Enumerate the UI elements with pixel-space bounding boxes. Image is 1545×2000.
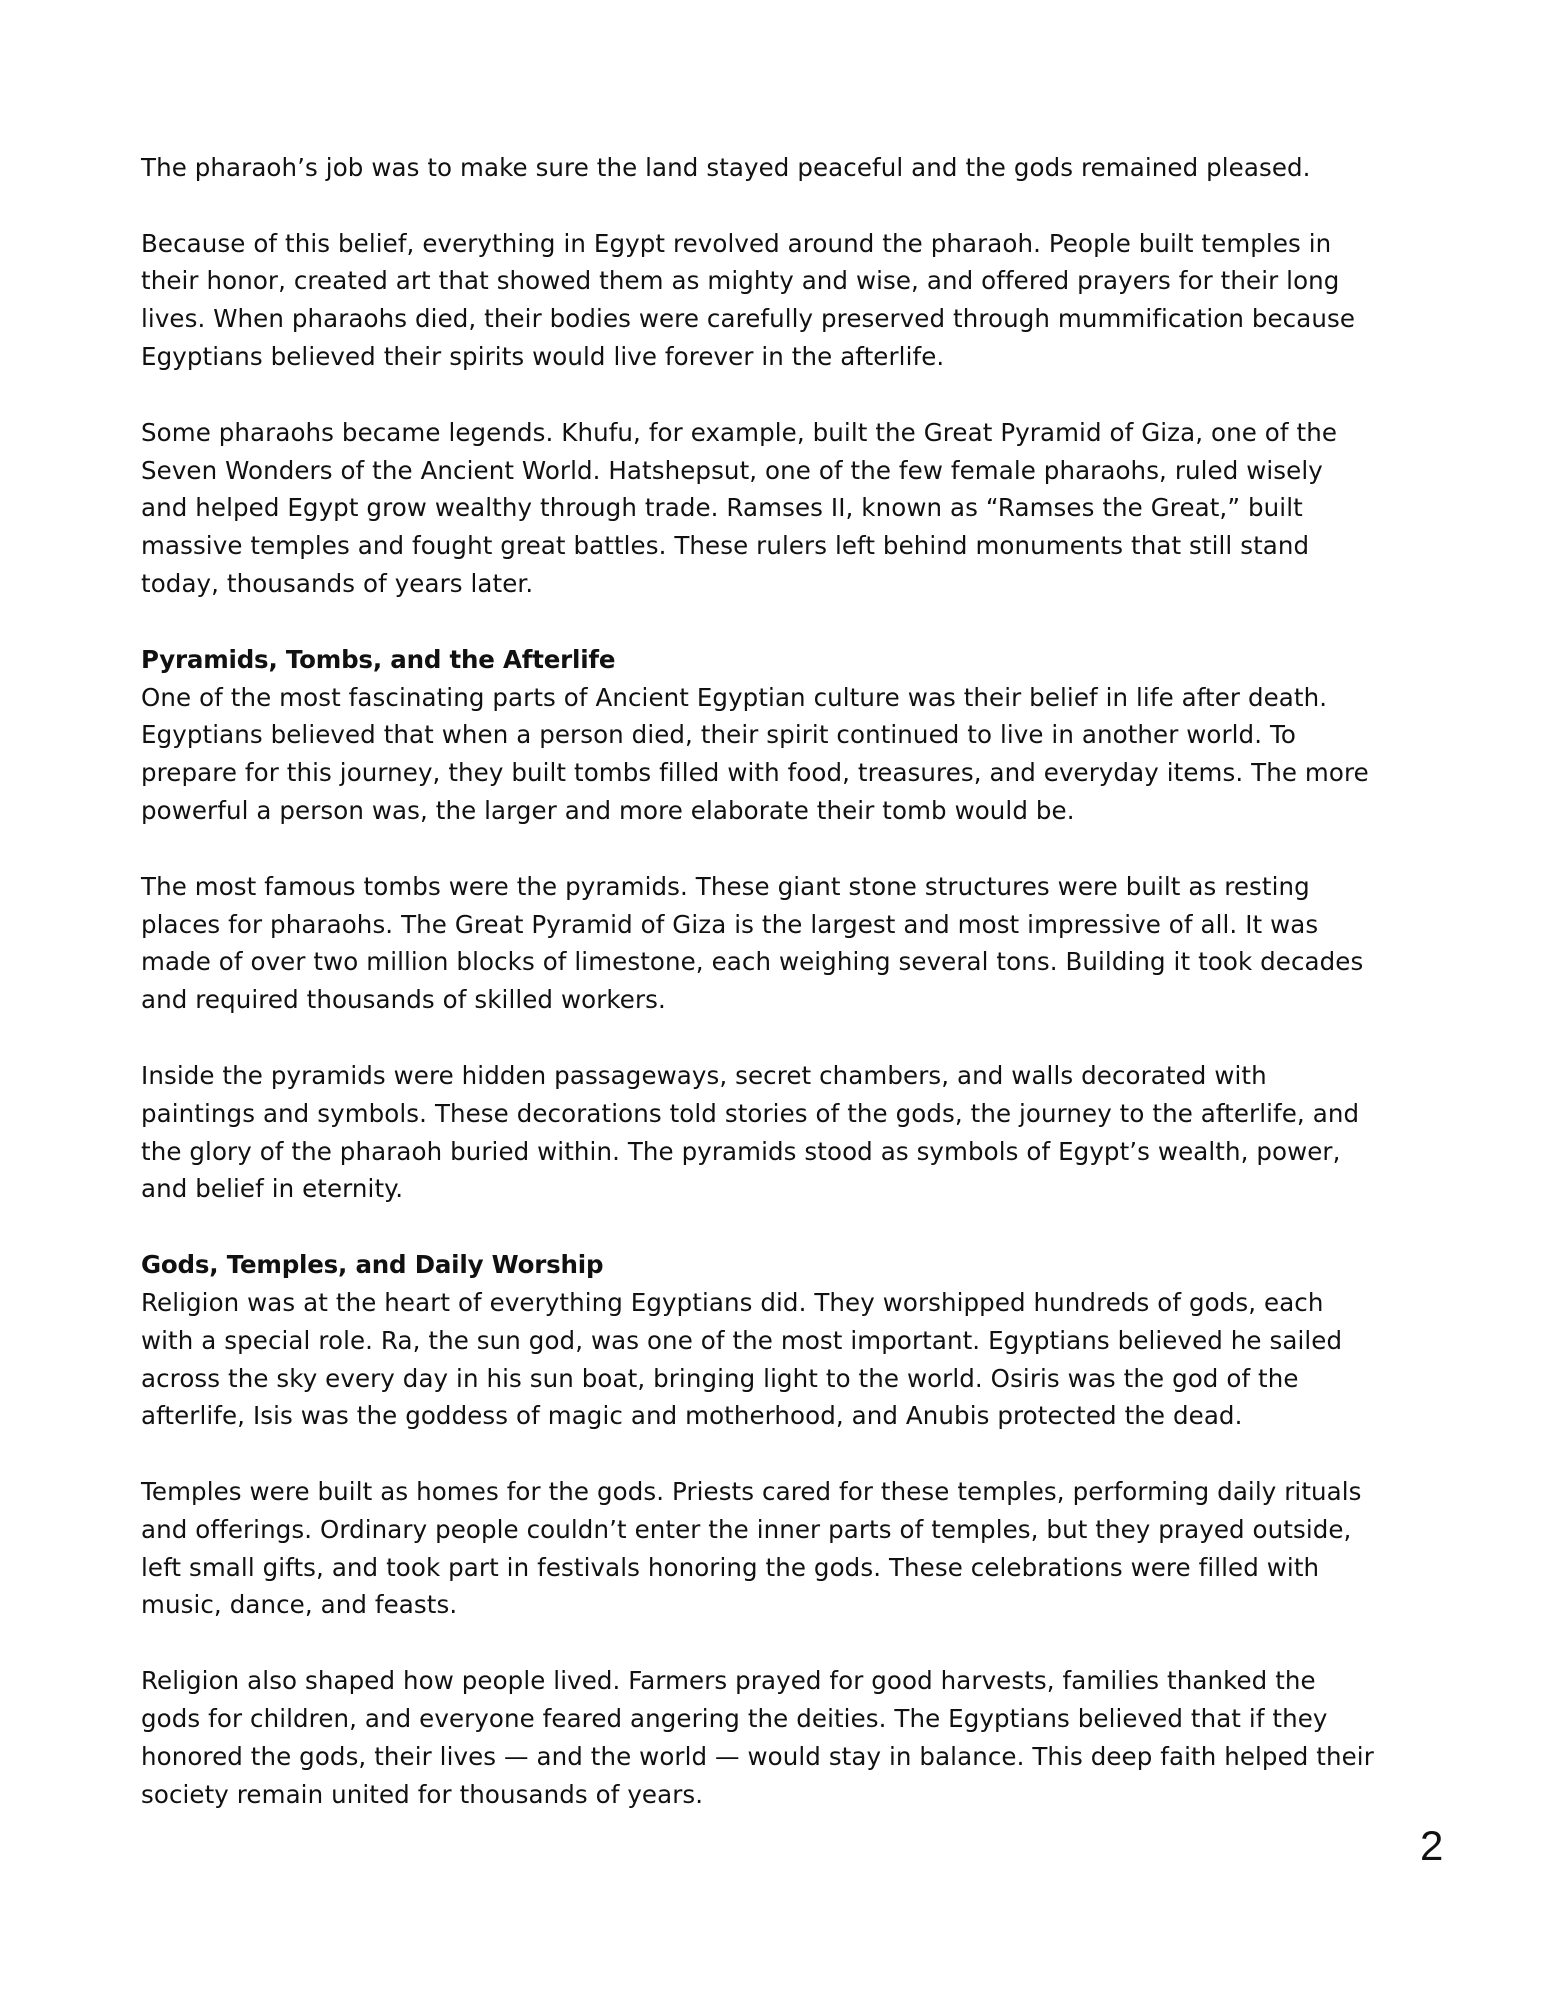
text-line: powerful a person was, the larger and more elaborate their tomb would be.: [141, 796, 1075, 826]
text-line: and required thousands of skilled workers.: [141, 985, 666, 1015]
text-line: Egyptians believed their spirits would live forever in the afterlife.: [141, 342, 945, 372]
paragraph-legendary-pharaohs: [141, 414, 1421, 603]
paragraph-religion-heart: [141, 1284, 1421, 1435]
paragraph-religion-daily-life: [141, 1662, 1421, 1813]
text-line: paintings and symbols. These decorations told stories of the gods, the journey to the afterlife, and: [141, 1098, 1360, 1128]
text-line: lives. When pharaohs died, their bodies were carefully preserved through mummification because: [141, 304, 1356, 334]
text-line: afterlife, Isis was the goddess of magic and motherhood, and Anubis protected the dead.: [141, 1401, 1243, 1431]
paragraph-pharaoh-job: [141, 149, 1421, 187]
paragraph-spacer: [141, 1019, 1421, 1057]
paragraph-spacer: [141, 1435, 1421, 1473]
paragraph-pharaoh-belief: [141, 225, 1421, 376]
text-line: Egyptians believed that when a person died, their spirit continued to live in another world. To: [141, 720, 1296, 750]
text-line: One of the most fascinating parts of Ancient Egyptian culture was their belief in life after death.: [141, 682, 1328, 712]
document-body: [141, 149, 1421, 1813]
text-line: society remain united for thousands of years.: [141, 1779, 704, 1809]
paragraph-spacer: [141, 603, 1421, 641]
text-line: prepare for this journey, they built tombs filled with food, treasures, and everyday items. The more: [141, 758, 1369, 788]
section-pyramids-tombs-afterlife: [141, 641, 1421, 1208]
text-line: their honor, created art that showed them as mighty and wise, and offered prayers for their long: [141, 266, 1340, 296]
section-gods-temples-worship: [141, 1246, 1421, 1813]
text-line: Religion also shaped how people lived. Farmers prayed for good harvests, families thanked the: [141, 1666, 1316, 1696]
text-line: left small gifts, and took part in festivals honoring the gods. These celebrations were filled with: [141, 1552, 1320, 1582]
text-line: music, dance, and feasts.: [141, 1590, 458, 1620]
text-line: Some pharaohs became legends. Khufu, for example, built the Great Pyramid of Giza, one of the: [141, 417, 1338, 447]
text-line: Because of this belief, everything in Egypt revolved around the pharaoh. People built temples in: [141, 228, 1332, 258]
text-line: The pharaoh’s job was to make sure the land stayed peaceful and the gods remained pleased.: [141, 153, 1311, 182]
text-line: across the sky every day in his sun boat, bringing light to the world. Osiris was the god of the: [141, 1363, 1299, 1393]
text-line: and helped Egypt grow wealthy through trade. Ramses II, known as “Ramses the Great,” built: [141, 493, 1303, 523]
text-line: Seven Wonders of the Ancient World. Hatshepsut, one of the few female pharaohs, ruled wisely: [141, 455, 1323, 485]
text-line: made of over two million blocks of limestone, each weighing several tons. Building it took decades: [141, 947, 1364, 977]
text-line: with a special role. Ra, the sun god, was one of the most important. Egyptians believed he sailed: [141, 1325, 1343, 1355]
paragraph-spacer: [141, 1208, 1421, 1246]
paragraph-temples: [141, 1473, 1421, 1624]
section-heading: Pyramids, Tombs, and the Afterlife: [141, 644, 616, 674]
paragraph-spacer: [141, 187, 1421, 225]
text-line: places for pharaohs. The Great Pyramid of Giza is the largest and most impressive of all. It was: [141, 909, 1319, 939]
section-heading: Gods, Temples, and Daily Worship: [141, 1250, 604, 1280]
paragraph-famous-tombs: [141, 868, 1421, 1019]
paragraph-spacer: [141, 1624, 1421, 1662]
text-line: Inside the pyramids were hidden passageways, secret chambers, and walls decorated with: [141, 1060, 1267, 1090]
text-line: Temples were built as homes for the gods. Priests cared for these temples, performing daily rituals: [141, 1476, 1362, 1506]
paragraph-spacer: [141, 376, 1421, 414]
text-line: Religion was at the heart of everything Egyptians did. They worshipped hundreds of gods, each: [141, 1287, 1324, 1317]
text-line: The most famous tombs were the pyramids. These giant stone structures were built as resting: [141, 871, 1310, 901]
text-line: and offerings. Ordinary people couldn’t enter the inner parts of temples, but they prayed outside,: [141, 1514, 1352, 1544]
text-line: honored the gods, their lives — and the world — would stay in balance. This deep faith helped their: [141, 1741, 1374, 1771]
text-line: the glory of the pharaoh buried within. The pyramids stood as symbols of Egypt’s wealth, power,: [141, 1136, 1341, 1166]
text-line: massive temples and fought great battles. These rulers left behind monuments that still stand: [141, 531, 1310, 561]
text-line: gods for children, and everyone feared angering the deities. The Egyptians believed that if they: [141, 1703, 1328, 1733]
text-line: today, thousands of years later.: [141, 569, 534, 599]
paragraph-inside-pyramids: [141, 1057, 1421, 1208]
paragraph-spacer: [141, 830, 1421, 868]
text-line: and belief in eternity.: [141, 1174, 404, 1204]
page-number: 2: [1420, 1822, 1444, 1869]
paragraph-afterlife-belief: [141, 679, 1421, 830]
